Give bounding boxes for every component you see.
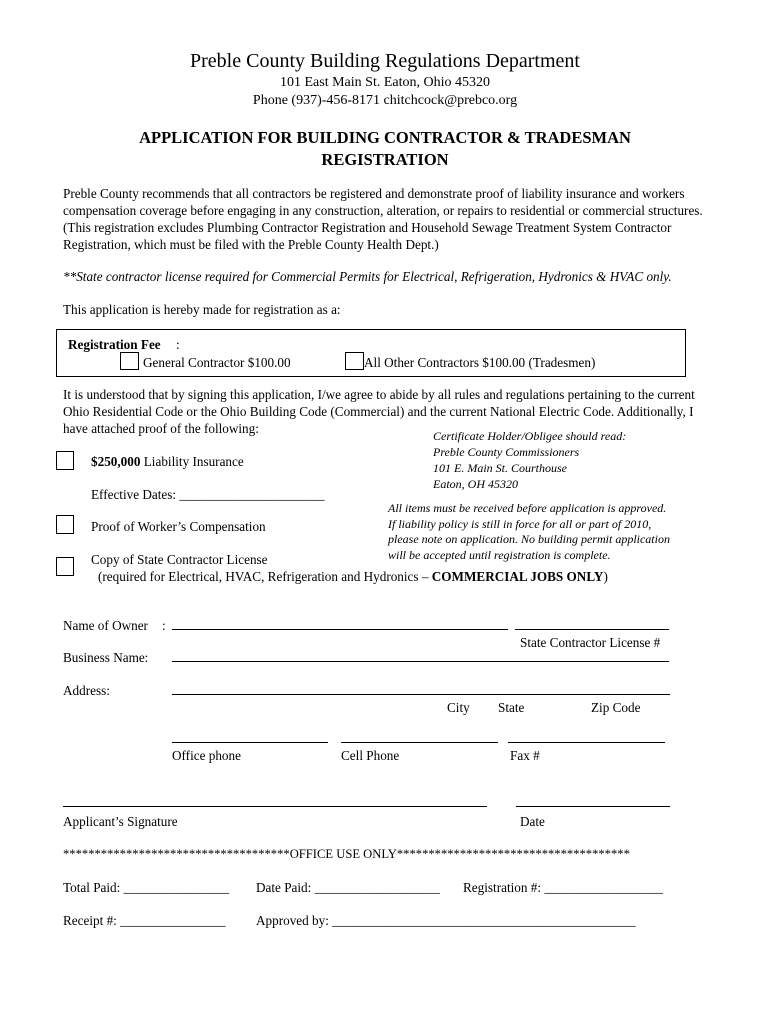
certificate-holder-line1: Certificate Holder/Obligee should read: — [433, 429, 627, 443]
form-title-line1: APPLICATION FOR BUILDING CONTRACTOR & TRADESMAN — [139, 128, 631, 147]
form-title-line2: REGISTRATION — [321, 150, 449, 169]
other-contractors-label: All Other Contractors $100.00 (Tradesmen) — [364, 355, 596, 370]
total-paid-field[interactable]: Total Paid: ________________ — [63, 880, 230, 895]
cell-phone-label: Cell Phone — [341, 748, 400, 763]
owner-label: Name of Owner — [63, 618, 148, 633]
liability-amount: $250,000 — [91, 454, 141, 469]
address-label: Address: — [63, 683, 110, 698]
items-notice-line3: please note on application. No building permit application — [388, 532, 670, 546]
state-license-note — [98, 568, 608, 585]
owner-name-field[interactable] — [172, 629, 508, 630]
office-phone-field[interactable] — [172, 742, 328, 743]
liability-label: Liability Insurance — [140, 454, 244, 469]
business-name-label: Business Name: — [63, 650, 149, 665]
address-field[interactable] — [172, 694, 670, 695]
effective-dates-field[interactable]: Effective Dates: ______________________ — [91, 487, 325, 502]
other-contractors-checkbox[interactable] — [345, 352, 364, 370]
registration-number-field[interactable]: Registration #: __________________ — [463, 880, 664, 895]
receipt-number-field[interactable]: Receipt #: ________________ — [63, 913, 226, 928]
owner-colon: : — [162, 618, 166, 633]
state-license-label: Copy of State Contractor License — [91, 552, 268, 567]
state-license-note-bold: COMMERCIAL JOBS ONLY — [431, 569, 604, 584]
cell-phone-field[interactable] — [341, 742, 498, 743]
applicant-signature-label: Applicant’s Signature — [63, 814, 178, 829]
department-address: 101 East Main St. Eaton, Ohio 45320 — [280, 75, 490, 90]
registration-fee-heading: Registration Fee — [68, 337, 161, 352]
workers-comp-label: Proof of Worker’s Compensation — [91, 519, 266, 534]
intro-paragraph: Preble County recommends that all contractors be registered and demonstrate proof of liability insurance and workers compensation coverage before engaging in any construction, alteration, or repairs to residential or commercial structures. (This registration excludes Plumbing Contractor Registration and Household Sewage Treatment System Contractor Registration, which must be filed with the Preble County Health Dept.) — [63, 186, 703, 252]
liability-insurance-label — [91, 453, 244, 470]
state-license-checkbox[interactable] — [56, 557, 74, 576]
certificate-holder-line4: Eaton, OH 45320 — [433, 477, 518, 491]
state-label: State — [498, 700, 525, 715]
items-notice-line2: If liability policy is still in force for all or part of 2010, — [388, 516, 652, 531]
general-contractor-label: General Contractor $100.00 — [143, 355, 291, 370]
agreement-paragraph: It is understood that by signing this application, I/we agree to abide by all rules and regulations pertaining to the current Ohio Residential Code or the Ohio Building Code (Commercial) and the current National Electric Code. Additionally, I have attached proof of the following: — [63, 387, 695, 436]
certificate-holder-line3: 101 E. Main St. Courthouse — [433, 461, 567, 475]
registration-fee-colon: : — [176, 337, 180, 352]
state-license-number-label: State Contractor License # — [520, 635, 661, 650]
city-label: City — [447, 700, 470, 715]
business-name-field[interactable] — [172, 661, 669, 662]
approved-by-field[interactable]: Approved by: ______________________________________________ — [256, 913, 636, 928]
fax-field[interactable] — [508, 742, 665, 743]
license-note: **State contractor license required for Commercial Permits for Electrical, Refrigeration, Hydronics & HVAC only. — [63, 269, 672, 284]
signature-date-label: Date — [520, 814, 545, 829]
workers-comp-checkbox[interactable] — [56, 515, 74, 534]
state-license-note-pre: (required for Electrical, HVAC, Refrigeration and Hydronics – — [98, 569, 432, 584]
office-use-banner: ************************************OFFICE USE ONLY************************************* — [63, 847, 630, 861]
application-statement: This application is hereby made for registration as a: — [63, 302, 341, 317]
general-contractor-checkbox[interactable] — [120, 352, 139, 370]
items-notice-block — [388, 501, 670, 563]
items-notice-line4: will be accepted until registration is complete. — [388, 547, 611, 562]
department-title: Preble County Building Regulations Department — [190, 50, 580, 72]
signature-date-field[interactable] — [516, 806, 670, 807]
date-paid-field[interactable]: Date Paid: ___________________ — [256, 880, 440, 895]
department-contact: Phone (937)-456-8171 chitchcock@prebco.org — [252, 93, 518, 108]
certificate-holder-line2: Preble County Commissioners — [433, 445, 580, 459]
certificate-holder-block — [433, 428, 626, 492]
registration-fee-box — [56, 329, 686, 377]
liability-insurance-checkbox[interactable] — [56, 451, 74, 470]
fax-label: Fax # — [510, 748, 540, 763]
applicant-signature-field[interactable] — [63, 806, 487, 807]
office-phone-label: Office phone — [172, 748, 241, 763]
state-license-number-field[interactable] — [515, 629, 669, 630]
zip-code-label: Zip Code — [591, 700, 641, 715]
state-license-note-post: ) — [603, 569, 608, 584]
items-notice-line1: All items must be received before application is approved. — [388, 501, 667, 515]
